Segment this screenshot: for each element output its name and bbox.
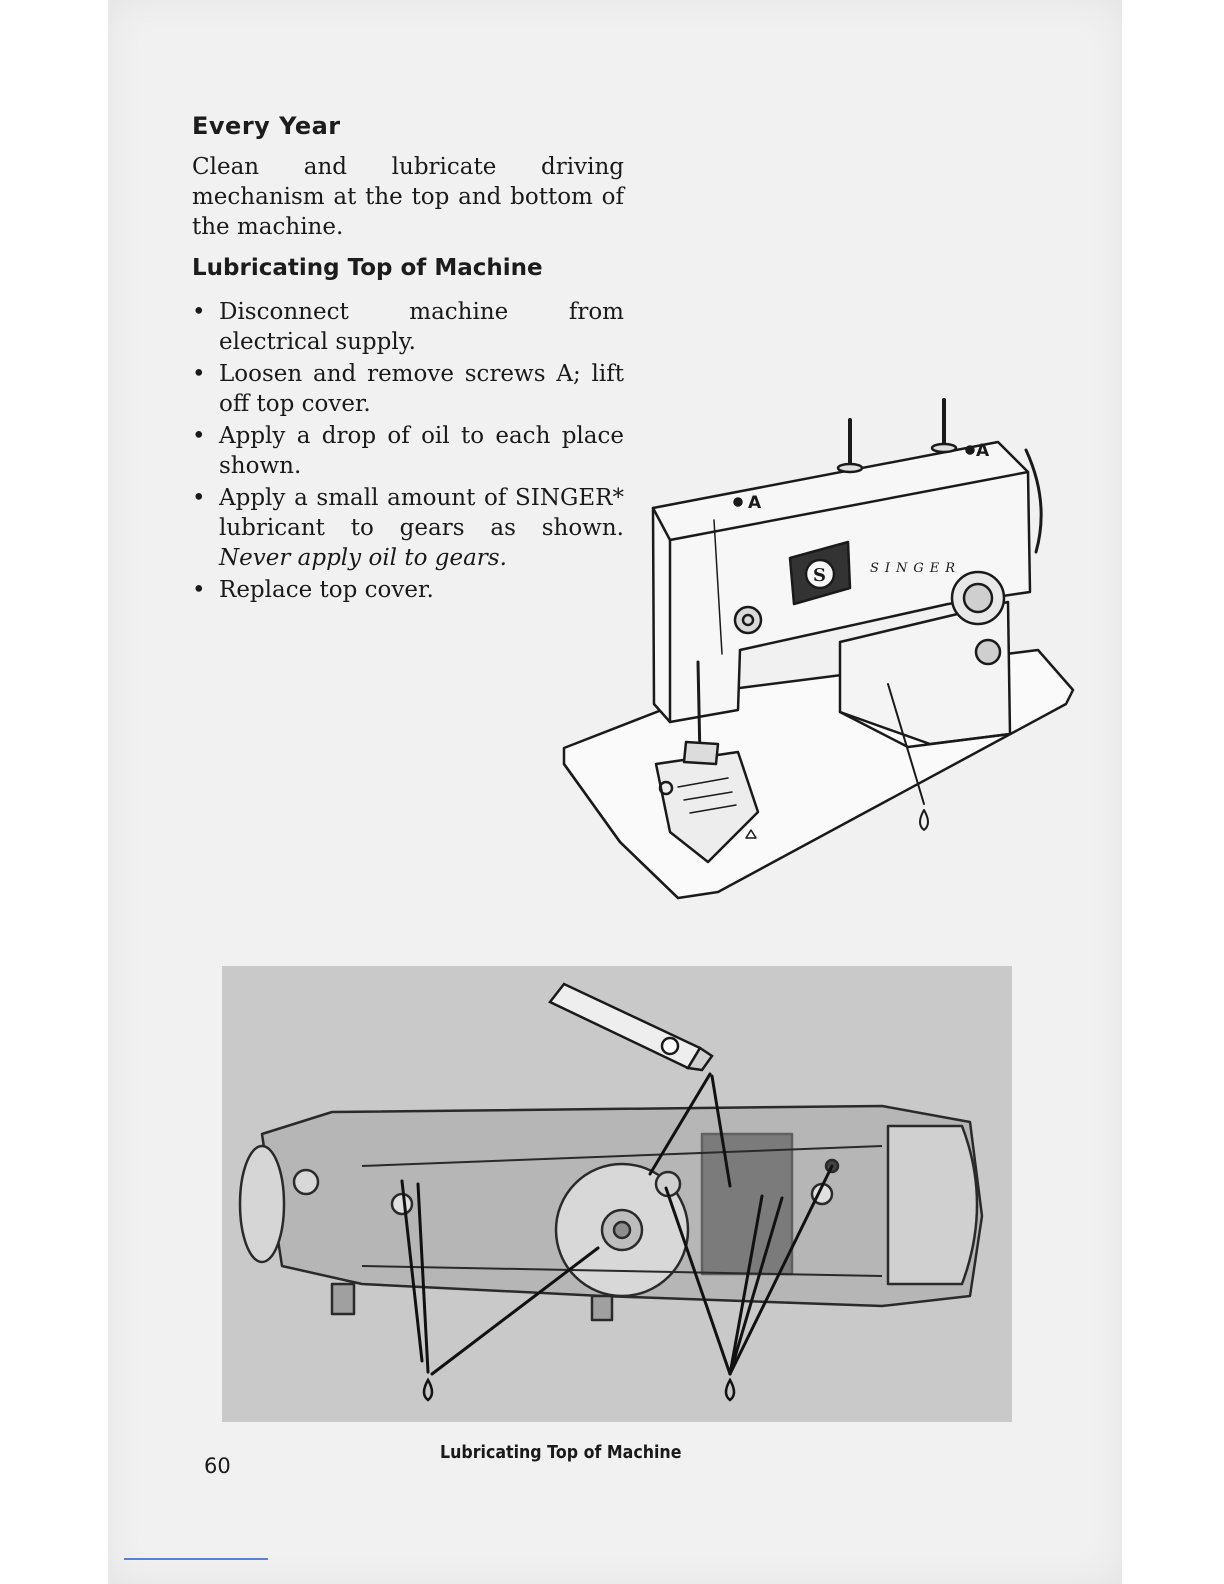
brand-text: SINGER xyxy=(870,561,962,576)
footer-line xyxy=(124,1558,268,1560)
screw-a-left-icon xyxy=(735,499,742,506)
bullet-icon: • xyxy=(192,423,206,449)
step-item xyxy=(192,297,624,357)
top-mechanism-photo xyxy=(222,966,1012,1422)
figure-caption: Lubricating Top of Machine xyxy=(440,1442,682,1463)
gear-stack xyxy=(702,1134,792,1274)
right-housing xyxy=(888,1126,977,1284)
bullet-icon: • xyxy=(192,299,206,325)
screw-a-right-icon xyxy=(967,447,974,454)
svg-text:S: S xyxy=(813,565,826,586)
left-end-cap xyxy=(240,1146,284,1262)
oil-drop-icon xyxy=(424,1380,432,1400)
step-text: Loosen and remove screws A; lift off top cover. xyxy=(219,361,624,417)
lubricant-tube-icon xyxy=(550,984,700,1068)
heading-every-year: Every Year xyxy=(192,112,341,140)
heading-lubricating-top: Lubricating Top of Machine xyxy=(192,255,543,281)
stitch-knob-icon xyxy=(976,640,1000,664)
bullet-icon: • xyxy=(192,577,206,603)
bullet-icon: • xyxy=(192,485,206,511)
sewing-machine-illustration xyxy=(558,392,1078,904)
tension-dial-icon xyxy=(735,607,761,633)
step-text: Replace top cover. xyxy=(219,577,434,603)
screw-label-left: A xyxy=(748,493,762,513)
step-text: Apply a drop of oil to each place shown. xyxy=(219,423,624,479)
step-text: Apply a small amount of SINGER* lubricant to gears as shown. xyxy=(219,485,624,541)
page-number: 60 xyxy=(204,1454,231,1478)
step-warning: Never apply oil to gears. xyxy=(219,545,507,571)
step-text: Disconnect machine from electrical supply. xyxy=(219,299,624,355)
every-year-paragraph: Clean and lubricate driving mechanism at the top and bottom of the machine. xyxy=(192,154,624,240)
presser-foot xyxy=(684,742,718,764)
oil-drop-icon xyxy=(726,1380,734,1400)
screw-label-right: A xyxy=(976,441,990,461)
oil-drop-icon xyxy=(920,810,928,830)
bullet-icon: • xyxy=(192,361,206,387)
